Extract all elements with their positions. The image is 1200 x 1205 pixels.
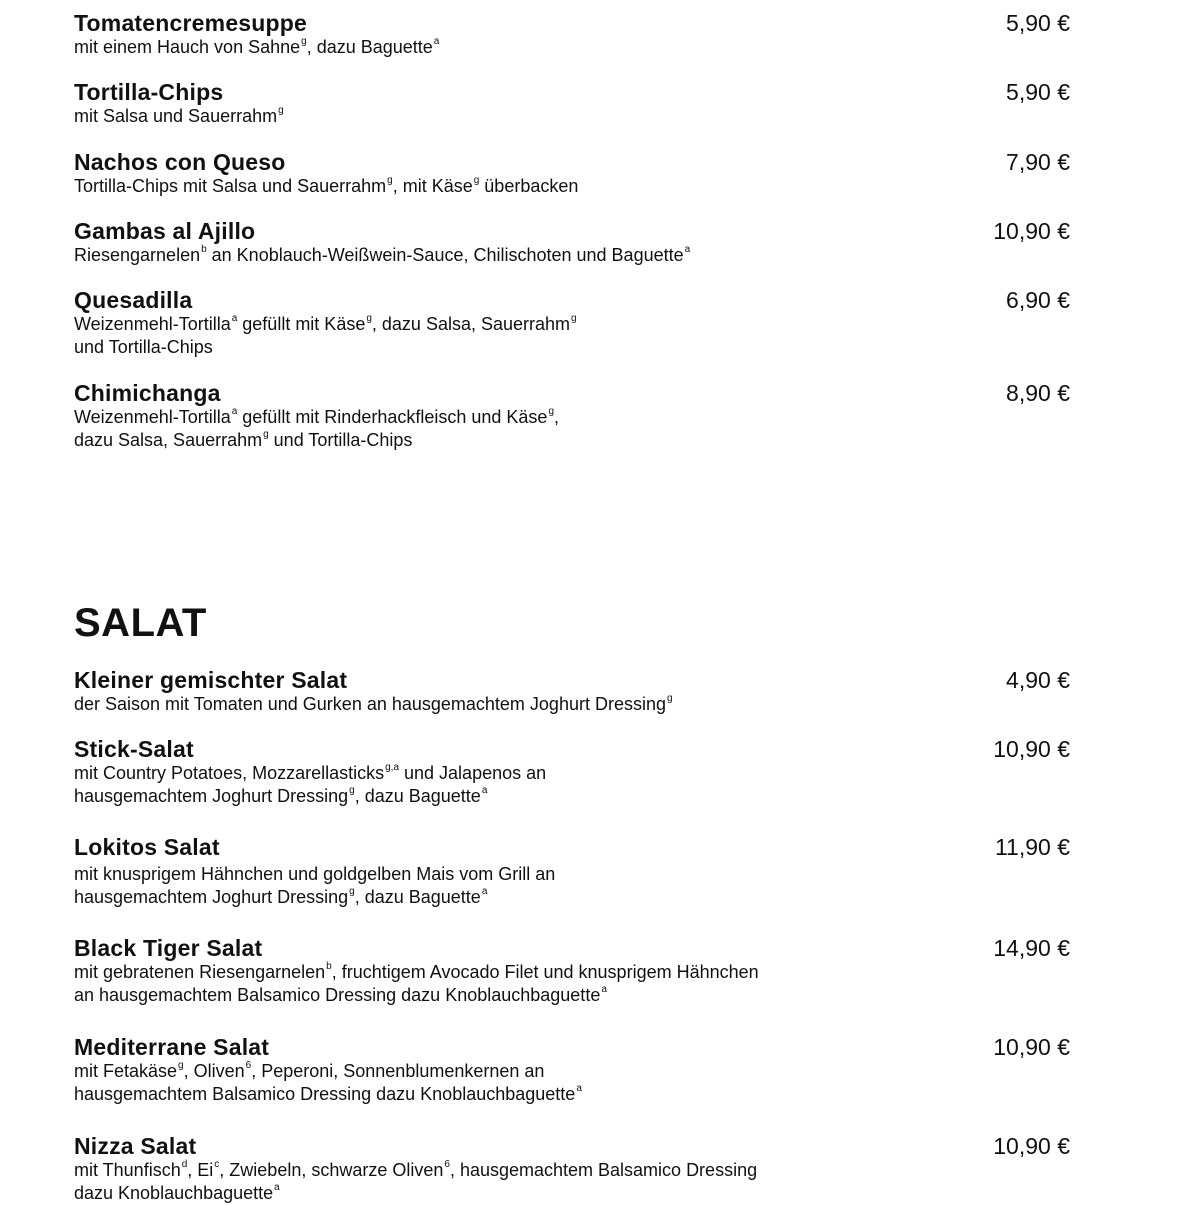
allergen-marker: g <box>301 36 307 47</box>
item-description <box>74 36 1074 59</box>
item-description <box>74 105 1074 128</box>
description-line <box>74 1060 1074 1083</box>
item-name: Stick-Salat <box>74 736 194 762</box>
description-text: hausgemachtem Joghurt Dressing <box>74 786 349 806</box>
description-line <box>74 105 1074 128</box>
description-text: , Oliven <box>183 1061 245 1081</box>
description-text: , fruchtigem Avocado Filet und knusprigem Hähnchen <box>331 962 759 982</box>
description-text: mit Country Potatoes, Mozzarellasticks <box>74 763 385 783</box>
menu-item-black-tiger-salat <box>74 935 1074 1007</box>
allergen-marker: b <box>201 244 207 255</box>
allergen-marker: b <box>326 961 332 972</box>
item-price: 10,90 € <box>993 218 1070 244</box>
allergen-marker: a <box>684 244 691 255</box>
description-text: und Tortilla-Chips <box>74 337 213 357</box>
allergen-marker: g <box>548 406 555 417</box>
description-text: Weizenmehl-Tortilla <box>74 314 231 334</box>
item-price: 14,90 € <box>993 935 1070 961</box>
description-text: und Jalapenos an <box>399 763 547 783</box>
item-price: 7,90 € <box>1006 149 1070 175</box>
menu-item-chimichanga <box>74 380 1074 452</box>
allergen-marker: g <box>473 175 480 186</box>
menu-item-quesadilla <box>74 287 1074 359</box>
item-description <box>74 406 1074 452</box>
description-text: , Peperoni, Sonnenblumenkernen an <box>251 1061 545 1081</box>
item-description <box>74 244 1074 267</box>
description-line <box>74 36 1074 59</box>
description-text: hausgemachtem Joghurt Dressing <box>74 887 349 907</box>
description-text: und Tortilla-Chips <box>268 430 413 450</box>
description-text: gefüllt mit Käse <box>237 314 366 334</box>
description-text: , dazu Baguette <box>354 786 481 806</box>
description-text: Tortilla-Chips mit Salsa und Sauerrahm <box>74 176 387 196</box>
description-line <box>74 863 1074 886</box>
description-text: gefüllt mit Rinderhackfleisch und Käse <box>237 407 548 427</box>
description-text: mit knusprigem Hähnchen und goldgelben Mais vom Grill an <box>74 864 556 884</box>
item-name: Tomatencremesuppe <box>74 10 308 36</box>
menu-item-nizza-salat <box>74 1133 1074 1205</box>
item-price: 11,90 € <box>994 834 1070 860</box>
description-text: Weizenmehl-Tortilla <box>74 407 231 427</box>
menu-item-gambas-al-ajillo <box>74 218 1074 267</box>
description-line <box>74 406 1074 429</box>
item-name: Nizza Salat <box>74 1133 197 1159</box>
description-line <box>74 429 1074 452</box>
item-name: Nachos con Queso <box>74 149 286 175</box>
item-description <box>74 863 1074 909</box>
description-text: Riesengarnelen <box>74 245 201 265</box>
allergen-marker: c <box>214 1159 220 1170</box>
allergen-marker: 6 <box>444 1159 450 1170</box>
item-name: Gambas al Ajillo <box>74 218 256 244</box>
allergen-marker: d <box>181 1159 188 1170</box>
allergen-marker: 6 <box>245 1060 252 1071</box>
description-text: dazu Knoblauchbaguette <box>74 1183 274 1203</box>
description-text: , dazu Baguette <box>354 887 481 907</box>
description-line <box>74 1159 1074 1182</box>
allergen-marker: a <box>274 1182 280 1193</box>
description-text: , dazu Salsa, Sauerrahm <box>371 314 571 334</box>
menu-item-mediterrane-salat <box>74 1034 1074 1106</box>
description-line <box>74 1083 1074 1106</box>
allergen-marker: a <box>481 785 488 796</box>
description-text: mit einem Hauch von Sahne <box>74 37 301 57</box>
item-name: Lokitos Salat <box>74 834 220 860</box>
item-name: Quesadilla <box>74 287 193 313</box>
description-line <box>74 336 1074 359</box>
description-line <box>74 961 1074 984</box>
menu-item-lokitos-salat <box>74 834 1074 909</box>
item-description <box>74 762 1074 808</box>
allergen-marker: g <box>349 785 355 796</box>
item-name: Kleiner gemischter Salat <box>74 667 348 693</box>
menu-item-tortilla-chips <box>74 79 1074 128</box>
description-text: , dazu Baguette <box>306 37 433 57</box>
description-text: an Knoblauch-Weißwein-Sauce, Chilischoten und Baguette <box>206 245 684 265</box>
description-line <box>74 762 1074 785</box>
description-line <box>74 785 1074 808</box>
menu-item-tomatencremesuppe <box>74 10 1074 59</box>
item-description <box>74 1060 1074 1106</box>
item-description <box>74 961 1074 1007</box>
item-description <box>74 175 1074 198</box>
item-price: 10,90 € <box>993 1133 1070 1159</box>
description-text: mit Salsa und Sauerrahm <box>74 106 278 126</box>
item-description <box>74 1159 1074 1205</box>
item-price: 6,90 € <box>1006 287 1070 313</box>
item-name: Tortilla-Chips <box>74 79 224 105</box>
allergen-marker: g <box>387 175 393 186</box>
description-text: , <box>554 407 560 427</box>
allergen-marker: a <box>231 313 238 324</box>
description-line <box>74 313 1074 336</box>
item-name: Black Tiger Salat <box>74 935 263 961</box>
description-text: mit gebratenen Riesengarnelen <box>74 962 326 982</box>
description-text: überbacken <box>479 176 579 196</box>
description-text: dazu Salsa, Sauerrahm <box>74 430 263 450</box>
menu-item-kleiner-gemischter-salat <box>74 667 1074 716</box>
allergen-marker: g <box>667 693 673 704</box>
allergen-marker: g <box>571 313 577 324</box>
item-name: Chimichanga <box>74 380 221 406</box>
menu-item-nachos-con-queso <box>74 149 1074 198</box>
item-description <box>74 313 1074 359</box>
description-text: , hausgemachtem Balsamico Dressing <box>449 1160 758 1180</box>
description-line <box>74 886 1074 909</box>
item-price: 10,90 € <box>993 1034 1070 1060</box>
allergen-marker: g <box>278 105 284 116</box>
description-text: der Saison mit Tomaten und Gurken an hausgemachtem Joghurt Dressing <box>74 694 666 714</box>
allergen-marker: g <box>178 1060 184 1071</box>
description-line <box>74 244 1074 267</box>
allergen-marker: a <box>481 886 488 897</box>
item-name: Mediterrane Salat <box>74 1034 270 1060</box>
item-price: 5,90 € <box>1006 10 1070 36</box>
description-text: an hausgemachtem Balsamico Dressing dazu Knoblauchbaguette <box>74 985 601 1005</box>
allergen-marker: a <box>433 36 440 47</box>
allergen-marker: g <box>366 313 372 324</box>
description-line <box>74 693 1074 716</box>
description-line <box>74 1182 1074 1205</box>
description-text: mit Fetakäse <box>74 1061 178 1081</box>
item-price: 10,90 € <box>993 736 1070 762</box>
allergen-marker: g,a <box>385 762 400 773</box>
allergen-marker: g <box>349 886 355 897</box>
item-description <box>74 693 1074 716</box>
item-price: 4,90 € <box>1006 667 1070 693</box>
menu-item-stick-salat <box>74 736 1074 808</box>
allergen-marker: a <box>231 406 238 417</box>
item-price: 5,90 € <box>1006 79 1070 105</box>
description-text: , mit Käse <box>392 176 473 196</box>
description-text: , Zwiebeln, schwarze Oliven <box>219 1160 444 1180</box>
section-heading-salat: SALAT <box>74 601 207 645</box>
description-line <box>74 175 1074 198</box>
description-text: mit Thunfisch <box>74 1160 181 1180</box>
allergen-marker: a <box>601 984 607 995</box>
description-line <box>74 984 1074 1007</box>
allergen-marker: g <box>263 429 269 440</box>
allergen-marker: a <box>576 1083 582 1094</box>
description-text: hausgemachtem Balsamico Dressing dazu Knoblauchbaguette <box>74 1084 576 1104</box>
description-text: , Ei <box>187 1160 214 1180</box>
item-price: 8,90 € <box>1006 380 1070 406</box>
